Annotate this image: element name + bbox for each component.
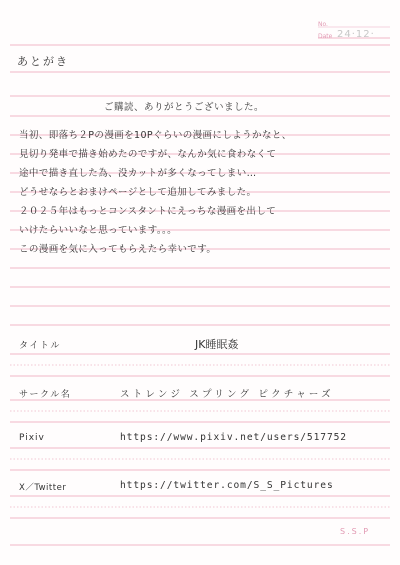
body-text-line: 当初、即落ち２Pの漫画を10Pぐらいの漫画にしようかなと、 bbox=[19, 130, 292, 141]
body-text-line: どうせならとおまけページとして追加してみました。 bbox=[19, 187, 257, 198]
pixiv-label: Pixiv bbox=[19, 433, 45, 443]
afterword-heading: あとがき bbox=[17, 55, 69, 68]
date-label: Date bbox=[318, 33, 333, 40]
twitter-label: X／Twitter bbox=[19, 483, 67, 493]
body-text-line: この漫画を気に入ってもらえたら幸いです。 bbox=[19, 244, 217, 255]
date-value: 24·12· bbox=[337, 29, 375, 40]
body-text-line: 途中で描き直した為、没カットが多くなってしまい… bbox=[19, 168, 257, 179]
footer-mark: S.S.P bbox=[340, 527, 371, 536]
title-label: タイトル bbox=[19, 341, 61, 351]
no-label: No. bbox=[318, 21, 328, 28]
pixiv-link[interactable]: https://www.pixiv.net/users/517752 bbox=[120, 432, 347, 443]
body-text-line: いけたらいいなと思っています。。。 bbox=[19, 225, 178, 236]
twitter-link[interactable]: https://twitter.com/S_S_Pictures bbox=[120, 480, 334, 491]
title-value: JK睡眠姦 bbox=[195, 338, 239, 351]
greeting-line: ご購読、ありがとうございました。 bbox=[104, 102, 265, 113]
body-text-line: 見切り発車で描き始めたのですが、なんか気に食わなくて bbox=[19, 149, 277, 160]
body-text-line: ２０２５年はもっとコンスタントにえっちな漫画を出して bbox=[19, 206, 277, 217]
circle-name-label: サークル名 bbox=[19, 390, 72, 400]
circle-name-value: ストレンジ スプリング ピクチャーズ bbox=[120, 389, 334, 400]
